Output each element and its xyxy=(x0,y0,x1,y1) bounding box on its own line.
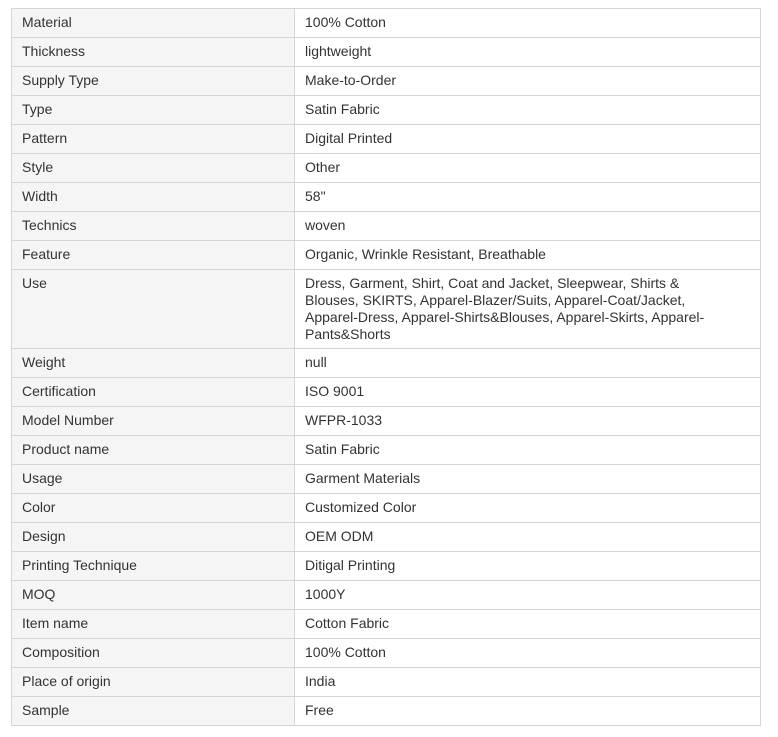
table-row xyxy=(12,67,761,96)
spec-label: Weight xyxy=(12,349,295,378)
spec-label: Product name xyxy=(12,436,295,465)
table-row xyxy=(12,697,761,726)
spec-value: null xyxy=(295,349,761,378)
spec-value: Satin Fabric xyxy=(295,436,761,465)
table-row xyxy=(12,378,761,407)
table-row xyxy=(12,183,761,212)
spec-value: Digital Printed xyxy=(295,125,761,154)
spec-label: Thickness xyxy=(12,38,295,67)
table-row xyxy=(12,552,761,581)
table-row xyxy=(12,154,761,183)
spec-value: Satin Fabric xyxy=(295,96,761,125)
spec-label: MOQ xyxy=(12,581,295,610)
spec-value: 100% Cotton xyxy=(295,9,761,38)
spec-value: India xyxy=(295,668,761,697)
spec-value: Dress, Garment, Shirt, Coat and Jacket, Sleepwear, Shirts & Blouses, SKIRTS, Apparel-Blazer/Suits, Apparel-Coat/Jacket, Apparel-Dress, Apparel-Shirts&Blouses, Apparel-Skirts, Apparel-Pants&Shorts xyxy=(295,270,761,349)
spec-label: Certification xyxy=(12,378,295,407)
table-row xyxy=(12,9,761,38)
spec-label: Printing Technique xyxy=(12,552,295,581)
table-row xyxy=(12,270,761,349)
spec-label: Pattern xyxy=(12,125,295,154)
spec-label: Use xyxy=(12,270,295,349)
spec-label: Type xyxy=(12,96,295,125)
table-row xyxy=(12,96,761,125)
table-row xyxy=(12,212,761,241)
spec-value: Garment Materials xyxy=(295,465,761,494)
table-row xyxy=(12,581,761,610)
table-row xyxy=(12,494,761,523)
table-row xyxy=(12,241,761,270)
spec-label: Item name xyxy=(12,610,295,639)
spec-value: Make-to-Order xyxy=(295,67,761,96)
spec-value: Customized Color xyxy=(295,494,761,523)
spec-label: Place of origin xyxy=(12,668,295,697)
spec-value: lightweight xyxy=(295,38,761,67)
table-row xyxy=(12,38,761,67)
spec-label: Usage xyxy=(12,465,295,494)
spec-value: Organic, Wrinkle Resistant, Breathable xyxy=(295,241,761,270)
spec-value: Ditigal Printing xyxy=(295,552,761,581)
spec-value: Other xyxy=(295,154,761,183)
spec-label: Color xyxy=(12,494,295,523)
table-row xyxy=(12,125,761,154)
table-row xyxy=(12,349,761,378)
table-row xyxy=(12,436,761,465)
product-spec-table xyxy=(11,8,761,726)
spec-label: Style xyxy=(12,154,295,183)
spec-value: Free xyxy=(295,697,761,726)
spec-label: Sample xyxy=(12,697,295,726)
spec-value: 58" xyxy=(295,183,761,212)
table-row xyxy=(12,407,761,436)
spec-table-body xyxy=(12,9,761,726)
spec-value: Cotton Fabric xyxy=(295,610,761,639)
table-row xyxy=(12,610,761,639)
spec-label: Technics xyxy=(12,212,295,241)
spec-value: WFPR-1033 xyxy=(295,407,761,436)
spec-value: 1000Y xyxy=(295,581,761,610)
spec-value: 100% Cotton xyxy=(295,639,761,668)
spec-label: Design xyxy=(12,523,295,552)
spec-label: Model Number xyxy=(12,407,295,436)
spec-value: OEM ODM xyxy=(295,523,761,552)
spec-value: woven xyxy=(295,212,761,241)
spec-label: Supply Type xyxy=(12,67,295,96)
table-row xyxy=(12,465,761,494)
table-row xyxy=(12,523,761,552)
spec-label: Composition xyxy=(12,639,295,668)
spec-value: ISO 9001 xyxy=(295,378,761,407)
table-row xyxy=(12,639,761,668)
spec-label: Width xyxy=(12,183,295,212)
table-row xyxy=(12,668,761,697)
spec-label: Feature xyxy=(12,241,295,270)
spec-label: Material xyxy=(12,9,295,38)
